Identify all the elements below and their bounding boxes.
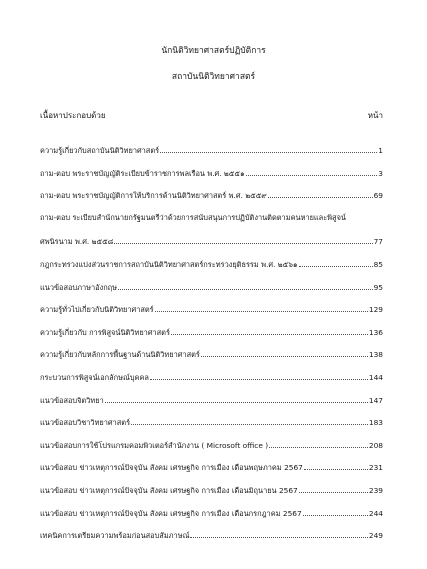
toc-entry-page: 208 [368, 440, 383, 450]
toc-entry [40, 485, 383, 496]
toc-entry-page: 69 [373, 191, 383, 201]
leader-dots [268, 190, 373, 198]
toc-entry-page: 85 [373, 259, 383, 269]
toc-entry-page: 183 [368, 418, 383, 428]
toc-entry-page: 129 [368, 305, 383, 315]
toc-entry [40, 282, 383, 293]
toc-entry [40, 440, 383, 451]
toc-entry [40, 190, 383, 201]
toc-entry-text: กฎกระทรวงแบ่งส่วนราชการสถาบันนิติวิทยาศาสตร์กระทรวงยุติธรรม พ.ศ. ๒๕๖๑ [40, 259, 298, 269]
leader-dots [303, 508, 368, 516]
toc-entry [40, 259, 383, 270]
toc-entry [40, 372, 383, 383]
toc-entry-page: 3 [378, 168, 383, 178]
toc-entry [40, 304, 383, 315]
leader-dots [131, 417, 368, 425]
toc-entry [40, 213, 383, 248]
leader-dots [190, 530, 367, 538]
leader-dots [299, 259, 373, 267]
toc-entry-text: แนวข้อสอบ ข่าวเหตุการณ์ปัจจุบัน สังคม เศรษฐกิจ การเมือง เดือนพฤษภาคม 2567 [40, 463, 303, 473]
toc-entry [40, 508, 383, 519]
leader-dots [299, 485, 368, 493]
leader-dots [160, 145, 377, 153]
toc-entry-text: กระบวนการพิสูจน์เอกลักษณ์บุคคล [40, 372, 149, 382]
toc-entry-text: ความรู้เกี่ยวกับสถาบันนิติวิทยาศาสตร์ [40, 146, 160, 155]
toc-entry-page: 136 [368, 327, 383, 337]
toc-entry [40, 417, 383, 428]
leader-dots [269, 440, 368, 448]
toc-entry-text: แนวข้อสอบ ข่าวเหตุการณ์ปัจจุบัน สังคม เศรษฐกิจ การเมือง เดือนกรกฎาคม 2567 [40, 508, 302, 518]
document-title: นักนิติวิทยาศาสตร์ปฏิบัติการ [161, 46, 266, 56]
toc-entry-text: แนวข้อสอบการใช้โปรแกรมคอมพิวเตอร์สำนักงาน ( Microsoft office ) [40, 440, 269, 450]
leader-dots [155, 304, 368, 312]
toc-entry-text: แนวข้อสอบภาษาอังกฤษ [40, 282, 118, 292]
toc-entry-page: 231 [368, 463, 383, 473]
leader-dots [150, 372, 368, 380]
toc-entry-page: 77 [373, 237, 383, 247]
document-subtitle: สถาบันนิติวิทยาศาสตร์ [171, 72, 256, 82]
toc-entry [40, 462, 383, 473]
toc-entry [40, 530, 383, 541]
toc-entry-page: 249 [368, 531, 383, 541]
toc-entry [40, 168, 383, 179]
toc-entry-page: 95 [373, 282, 383, 292]
toc-entry-text: ถาม-ตอบ พระราชบัญญัติการให้บริการด้านนิติวิทยาศาสตร์ พ.ศ. ๒๕๕๙ [40, 191, 267, 201]
leader-dots [201, 349, 368, 357]
toc-entry-text: ถาม-ตอบ ระเบียบสำนักนายกรัฐมนตรีว่าด้วยการสนับสนุนการปฏิบัติงานติดตามคนหายและพิสูจน์ [40, 212, 346, 222]
toc-entry-text: แนวข้อสอบวิชาวิทยาศาสตร์ [40, 418, 131, 428]
toc-entry-text: เทคนิคการเตรียมความพร้อมก่อนสอบสัมภาษณ์ [40, 531, 190, 541]
toc-entry-page: 138 [368, 350, 383, 360]
toc-entry [40, 145, 383, 156]
toc-entry [40, 395, 383, 406]
leader-dots [114, 236, 372, 244]
table-of-contents [40, 145, 383, 553]
toc-entry-text: ความรู้เกี่ยวกับ การพิสูจน์นิติวิทยาศาสตร์ [40, 327, 170, 337]
toc-entry [40, 327, 383, 338]
toc-entry-text: แนวข้อสอบ ข่าวเหตุการณ์ปัจจุบัน สังคม เศรษฐกิจ การเมือง เดือนมิถุนายน 2567 [40, 485, 298, 495]
leader-dots [246, 168, 378, 176]
leader-dots [171, 327, 368, 335]
toc-entry-page: 244 [368, 508, 383, 518]
toc-header [40, 110, 383, 121]
toc-entry-page: 239 [368, 485, 383, 495]
leader-dots [105, 395, 368, 403]
toc-entry-page: 144 [368, 372, 383, 382]
toc-entry-text: ความรู้ทั่วไปเกี่ยวกับนิติวิทยาศาสตร์ [40, 305, 154, 315]
toc-entry-page: 1 [378, 146, 383, 155]
toc-entry [40, 349, 383, 360]
toc-entry-text: ถาม-ตอบ พระราชบัญญัติระเบียบข้าราชการพลเรือน พ.ศ. ๒๕๕๑ [40, 168, 245, 178]
page-column-label: หน้า [367, 111, 383, 120]
toc-entry-text-continued: ศพนิรนาม พ.ศ. ๒๕๕๘ [40, 237, 114, 247]
toc-entry-text: แนวข้อสอบจิตวิทยา [40, 395, 104, 405]
leader-dots [118, 282, 373, 290]
toc-entry-text: ความรู้เกี่ยวกับหลักการพื้นฐานด้านนิติวิทยาศาสตร์ [40, 350, 200, 360]
leader-dots [304, 462, 368, 470]
toc-entry-page: 147 [368, 395, 383, 405]
contents-label: เนื้อหาประกอบด้วย [40, 111, 106, 120]
